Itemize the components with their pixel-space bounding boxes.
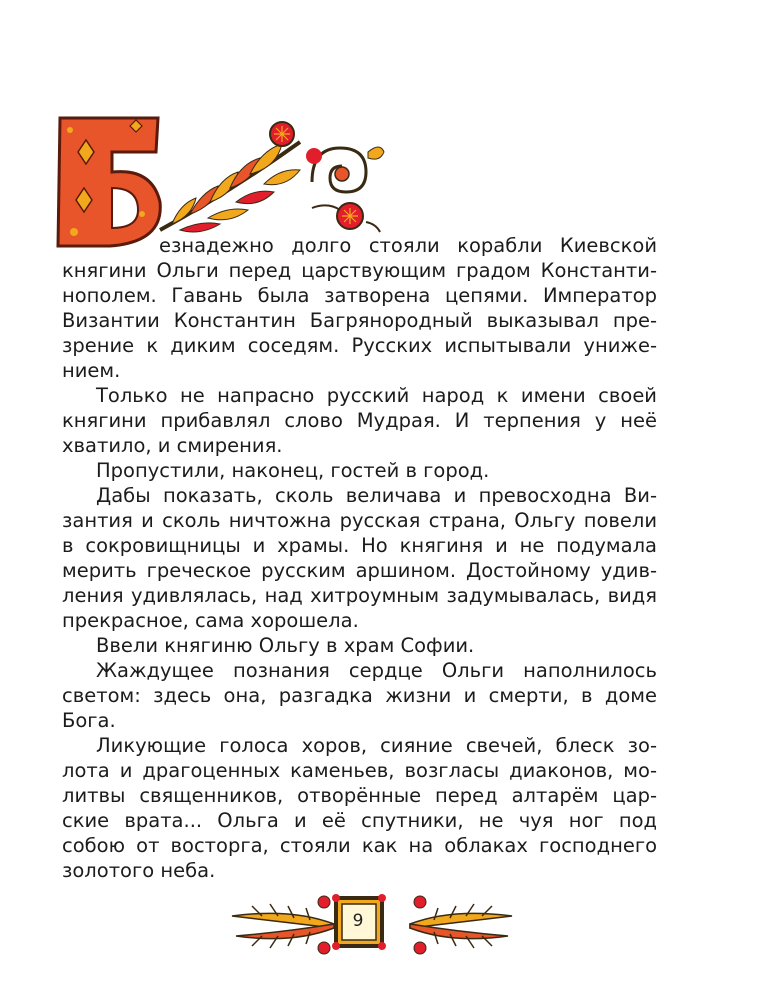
- text-line: нополем. Гавань была затворена цепями. Император: [62, 284, 657, 307]
- text-line: Бога.: [62, 709, 116, 732]
- text-line: княгини прибавлял слово Мудрая. И терпения у неё: [62, 409, 657, 432]
- text-line: Ввели княгиню Ольгу в храм Софии.: [96, 634, 475, 657]
- text-line: светом: здесь она, разгадка жизни и смерти, в доме: [62, 684, 657, 707]
- text-line: в сокровищницы и храмы. Но княгиня и не подумала: [62, 534, 657, 557]
- text-line: езнадежно долго стояли корабли Киевской: [159, 234, 657, 257]
- text-line: Только не напрасно русский народ к имени своей: [96, 384, 657, 407]
- text-line: княгини Ольги перед царствующим градом Константи-: [62, 259, 657, 282]
- text-line: Дабы показать, сколь величава и превосходна Ви-: [96, 484, 657, 507]
- text-line: зантия и сколь ничтожна русская страна, Ольгу повели: [62, 509, 657, 532]
- text-line: литвы священников, отворённые перед алтарём цар-: [62, 784, 657, 807]
- text-line: Жаждущее познания сердце Ольги наполнилось: [96, 659, 657, 682]
- text-line: ские врата... Ольга и её спутники, не чуя ног под: [62, 809, 657, 832]
- text-line: нием.: [62, 359, 121, 382]
- text-line: золотого неба.: [62, 859, 216, 882]
- text-line: Пропустили, наконец, гостей в город.: [96, 459, 490, 482]
- page-number: 9: [352, 911, 364, 931]
- footer-ornament: [222, 888, 522, 960]
- text-line: лота и драгоценных каменьев, возгласы диаконов, мо-: [62, 759, 657, 782]
- text-line: мерить греческое русским аршином. Достойному удив-: [62, 559, 657, 582]
- text-line: собою от восторга, стояли как на облаках господнего: [62, 834, 657, 857]
- text-line: ления удивлялась, над хитроумным задумывалась, видя: [62, 584, 657, 607]
- text-line: зрение к диким соседям. Русских испытывали униже-: [62, 334, 657, 357]
- text-line: прекрасное, сама хорошела.: [62, 609, 359, 632]
- text-line: Византии Константин Багрянородный выказывал пре-: [62, 309, 657, 332]
- text-line: хватило, и смирения.: [62, 434, 283, 457]
- footer-ornament-icon: [222, 945, 522, 964]
- text-line: Ликующие голоса хоров, сияние свечей, блеск зо-: [96, 734, 657, 757]
